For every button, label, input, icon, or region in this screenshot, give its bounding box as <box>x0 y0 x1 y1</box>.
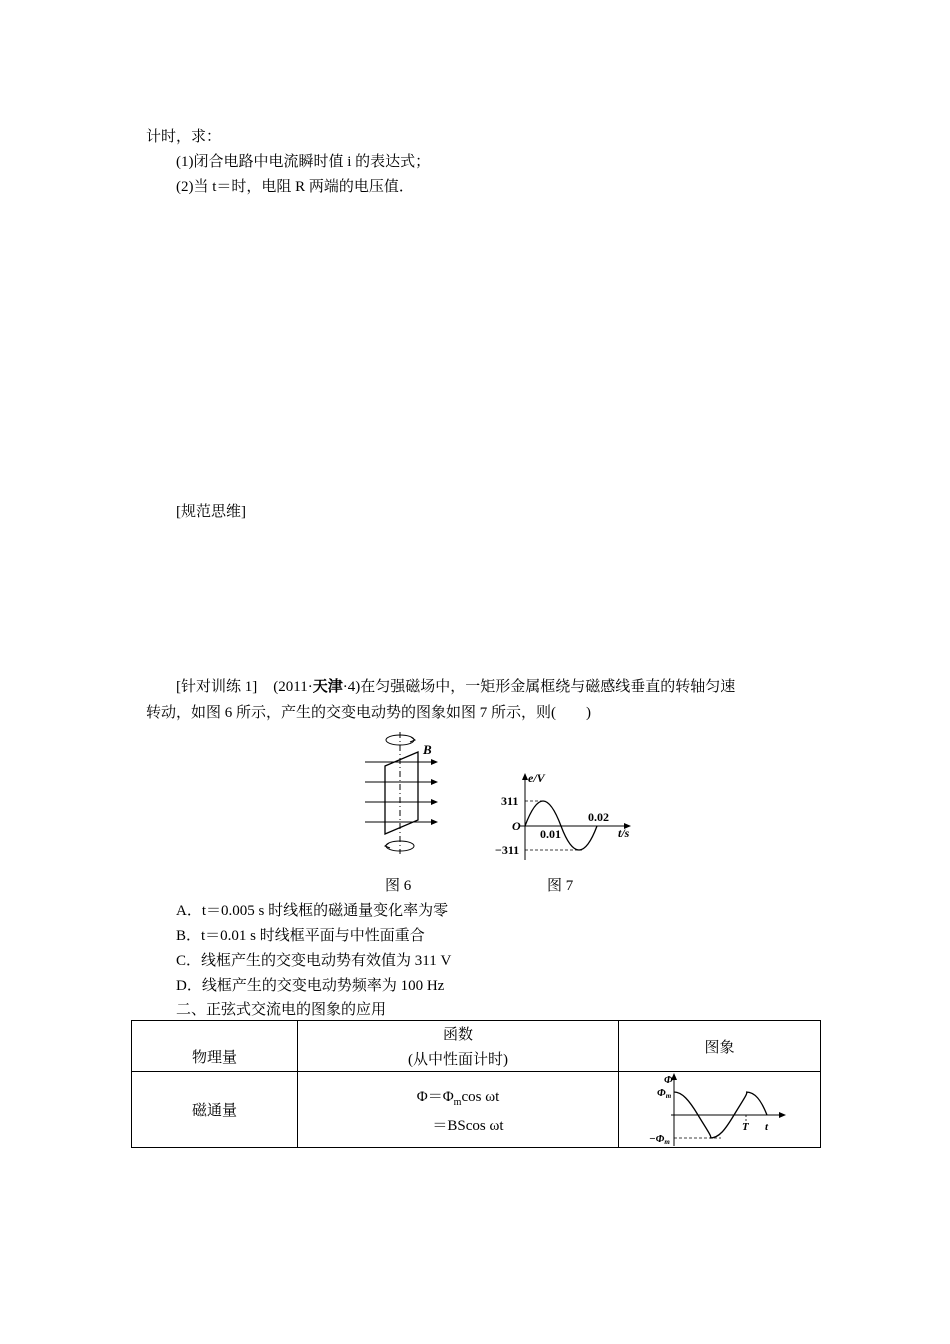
exercise-source-post: ·4) <box>342 679 361 695</box>
field-label: B <box>423 742 432 757</box>
option-c: C．线框产生的交变电动势有效值为 311 V <box>176 953 452 969</box>
formula-post: cos ωt <box>461 1088 500 1105</box>
header-function <box>298 1021 619 1072</box>
header-graph: 图象 <box>619 1021 821 1072</box>
exercise-line-2: 转动，如图 6 所示，产生的交变电动势的图象如图 7 所示，则( ) <box>146 705 591 721</box>
header-quantity: 物理量 <box>132 1021 298 1072</box>
option-d: D．线框产生的交变电动势频率为 100 Hz <box>176 978 445 994</box>
graph-y-label: Φ <box>664 1074 673 1086</box>
option-a: A．t＝0.005 s 时线框的磁通量变化率为零 <box>176 903 449 919</box>
figure-6 <box>355 728 450 858</box>
exercise-source-bold: 天津 <box>312 679 343 695</box>
thinking-label: [规范思维] <box>176 504 246 520</box>
origin-label: O <box>512 819 521 833</box>
figure-6-caption: 图 6 <box>385 878 412 894</box>
figure-7 <box>490 770 645 865</box>
y-axis-label: e/V <box>528 771 545 785</box>
formula-line-1 <box>298 1085 618 1108</box>
row-formula <box>298 1072 619 1148</box>
x-axis-label: t/s <box>618 826 630 840</box>
intro-line: 计时，求： <box>146 129 222 145</box>
exercise-text-1: 在匀强磁场中，一矩形金属框绕与磁感线垂直的转轴匀速 <box>360 679 736 695</box>
header-function-line-2: (从中性面计时) <box>408 1052 508 1068</box>
formula-sub: m <box>453 1096 462 1108</box>
row-quantity: 磁通量 <box>132 1072 298 1148</box>
y-tick-positive: 311 <box>501 794 519 808</box>
option-b: B．t＝0.01 s 时线框平面与中性面重合 <box>176 928 425 944</box>
table-row <box>132 1072 821 1148</box>
flux-graph <box>649 1072 789 1147</box>
function-table <box>131 1020 821 1148</box>
graph-y-neg-label: −Φm <box>649 1133 670 1146</box>
figure-7-caption: 图 7 <box>547 878 574 894</box>
question-2: (2)当 t＝时，电阻 R 两端的电压值． <box>176 179 414 195</box>
x-tick-2: 0.02 <box>588 810 609 824</box>
section-heading: 二、正弦式交流电的图象的应用 <box>176 1000 387 1018</box>
header-function-line-1: 函数 <box>442 1027 473 1043</box>
exercise-source-pre: (2011· <box>273 679 313 695</box>
graph-y-pos-label: Φm <box>657 1087 672 1100</box>
formula-pre: Φ＝Φ <box>416 1088 454 1105</box>
row-graph <box>619 1072 821 1148</box>
graph-t-label: t <box>765 1121 769 1133</box>
formula-line-2: ＝BScos ωt <box>432 1117 504 1134</box>
table-header-row <box>132 1021 821 1072</box>
x-tick-1: 0.01 <box>540 827 561 841</box>
exercise-tag: [针对训练 1] <box>176 679 258 695</box>
y-tick-negative: −311 <box>495 843 520 857</box>
question-1: (1)闭合电路中电流瞬时值 i 的表达式； <box>176 154 431 170</box>
graph-T-label: T <box>742 1121 749 1133</box>
exercise-line-1 <box>176 675 735 696</box>
